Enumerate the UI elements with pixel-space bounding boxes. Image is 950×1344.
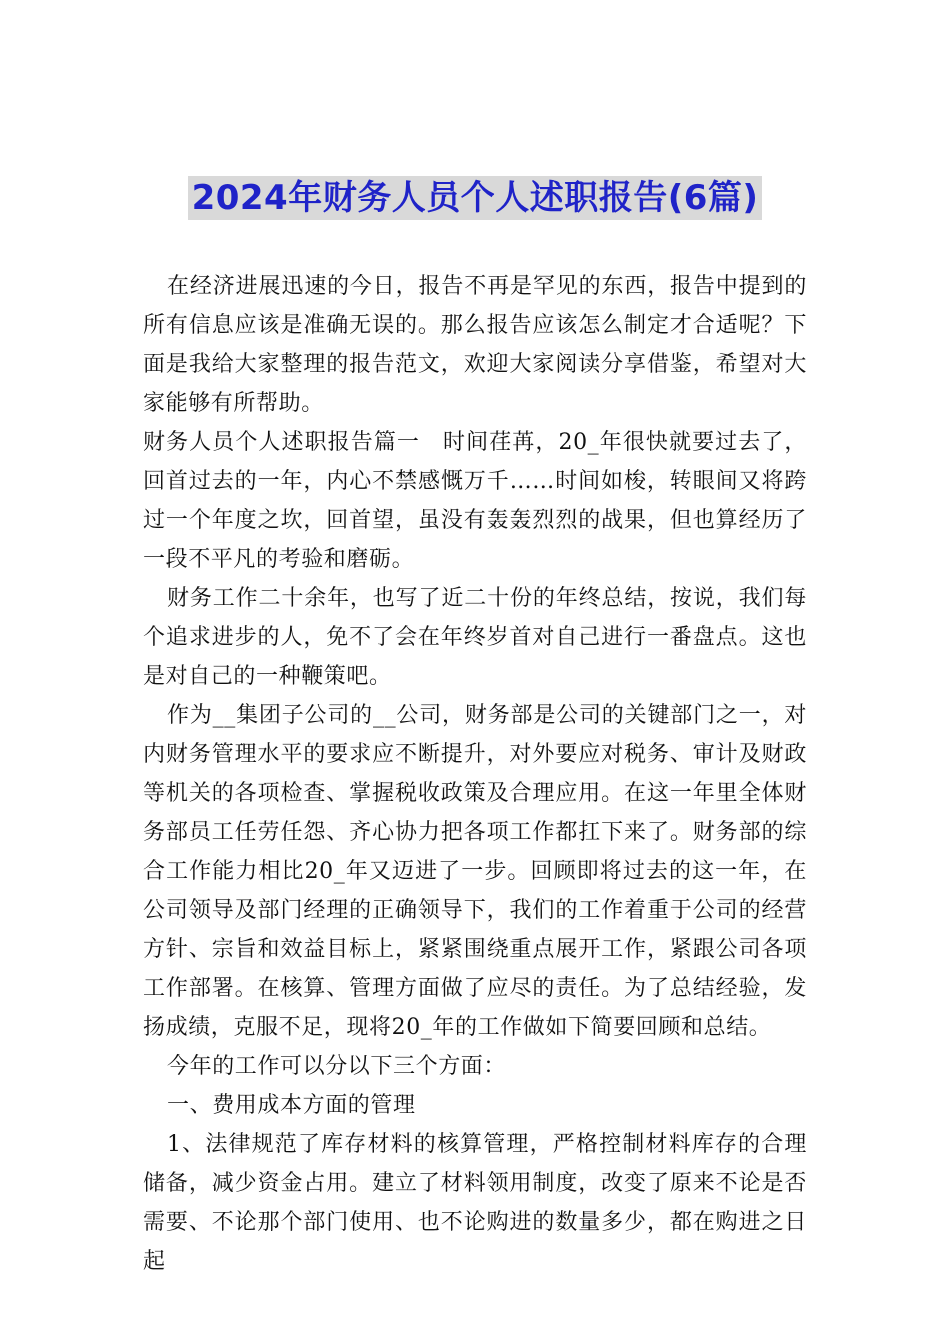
- document-title: 2024年财务人员个人述职报告(6篇): [188, 176, 763, 220]
- section-heading-cost-management: 一、费用成本方面的管理: [167, 1093, 416, 1118]
- paragraph-experience: 财务工作二十余年，也写了近二十份的年终总结，按说，我们每个追求进步的人，免不了会在年终岁首对自己进行一番盘点。这也是对自己的一种鞭策吧。: [143, 586, 807, 689]
- document-body: [143, 267, 807, 1281]
- paragraph-chapter-one: 财务人员个人述职报告篇一 时间荏苒，20_年很快就要过去了，回首过去的一年，内心不禁感慨万千……时间如梭，转眼间又将跨过一个年度之坎，回首望，虽没有轰轰烈烈的战果，但也算经历了一段不平凡的考验和磨砺。: [143, 430, 807, 572]
- paragraph-department: 作为__集团子公司的__公司，财务部是公司的关键部门之一，对内财务管理水平的要求应不断提升，对外要应对税务、审计及财政等机关的各项检查、掌握税收政策及合理应用。在这一年里全体财务部员工任劳任怨、齐心协力把各项工作都扛下来了。财务部的综合工作能力相比20_年又迈进了一步。回顾即将过去的这一年，在公司领导及部门经理的正确领导下，我们的工作着重于公司的经营方针、宗旨和效益目标上，紧紧围绕重点展开工作，紧跟公司各项工作部署。在核算、管理方面做了应尽的责任。为了总结经验，发扬成绩，克服不足，现将20_年的工作做如下简要回顾和总结。: [143, 703, 807, 1040]
- paragraph-three-aspects: 今年的工作可以分以下三个方面：: [167, 1054, 507, 1079]
- title-container: [0, 176, 950, 220]
- paragraph-intro: 在经济进展迅速的今日，报告不再是罕见的东西，报告中提到的所有信息应该是准确无误的。那么报告应该怎么制定才合适呢？下面是我给大家整理的报告范文，欢迎大家阅读分享借鉴，希望对大家能够有所帮助。: [143, 274, 807, 416]
- paragraph-item-1: 1、法律规范了库存材料的核算管理，严格控制材料库存的合理储备，减少资金占用。建立了材料领用制度，改变了原来不论是否需要、不论那个部门使用、也不论购进的数量多少，都在购进之日起: [143, 1132, 807, 1274]
